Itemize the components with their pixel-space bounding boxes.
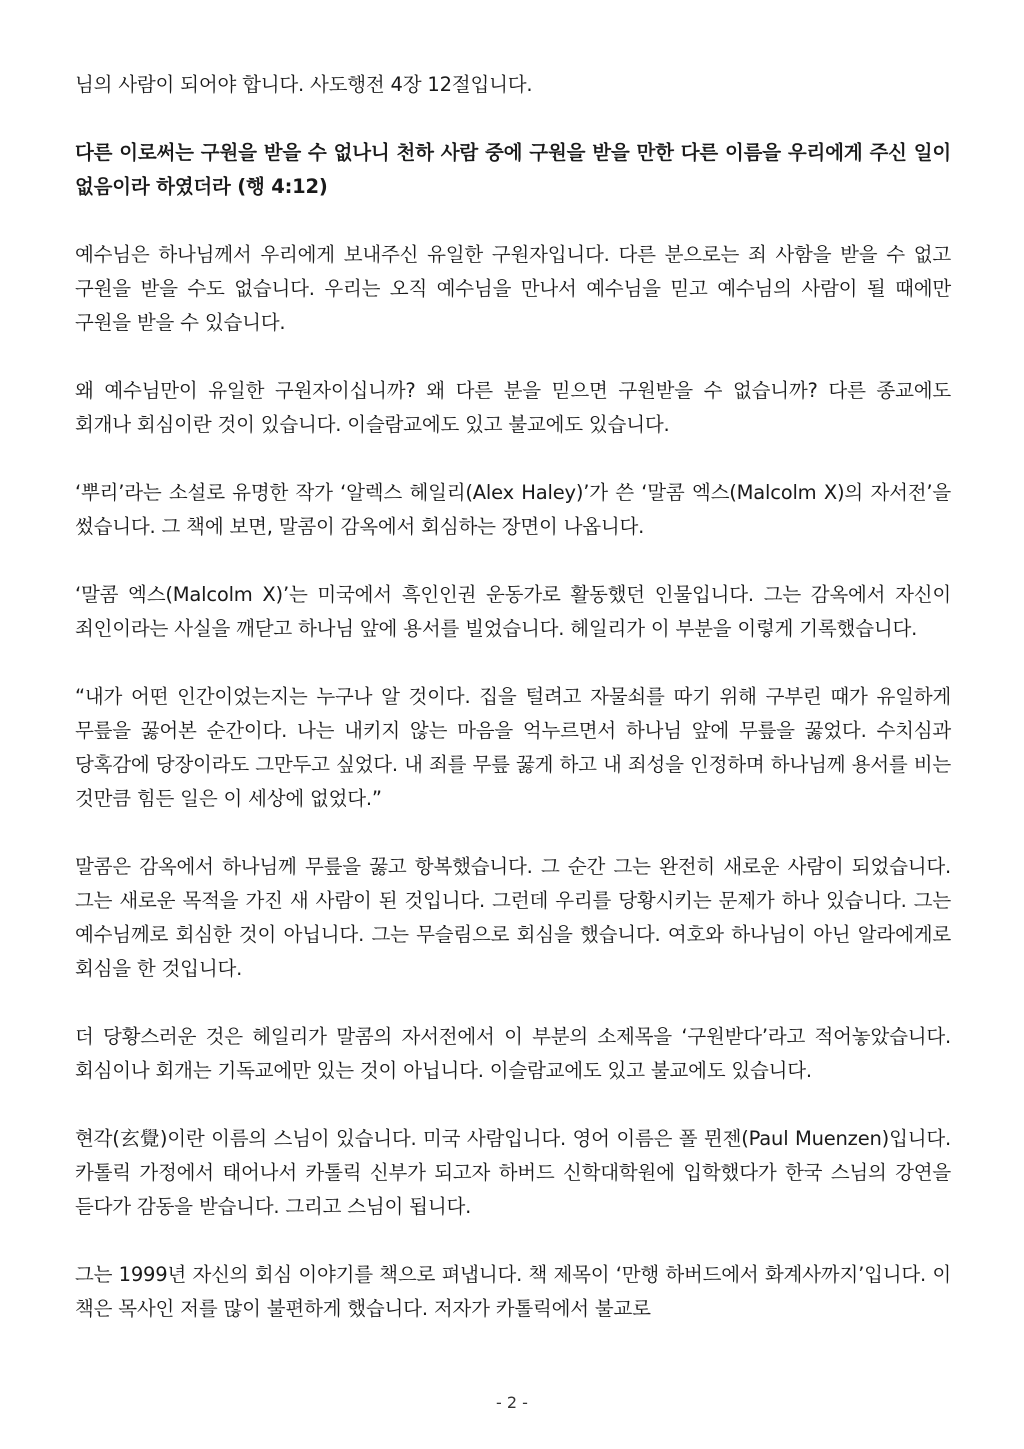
paragraph-5: ‘뿌리’라는 소설로 유명한 작가 ‘알렉스 헤일리(Alex Haley)’가 쓴 ‘말콤 엑스(Malcolm X)의 자서전’을 썼습니다. 그 책에 보면, 말콤이 감옥에서 회심하는 장면이 나옵니다.	[75, 481, 951, 538]
paragraph-8: 말콤은 감옥에서 하나님께 무릎을 꿇고 항복했습니다. 그 순간 그는 완전히 새로운 사람이 되었습니다. 그는 새로운 목적을 가진 새 사람이 된 것입니다. 그런데 우리를 당황시키는 문제가 하나 있습니다. 그는 예수님께로 회심한 것이 아닙니다. 그는 무슬림으로 회심을 했습니다. 여호와 하나님이 아닌 알라에게로 회심을 한 것입니다.	[75, 855, 952, 980]
page-number: - 2 -	[496, 1393, 528, 1412]
paragraph-10: 현각(玄覺)이란 이름의 스님이 있습니다. 미국 사람입니다. 영어 이름은 폴 뮌젠(Paul Muenzen)입니다. 카톨릭 가정에서 태어나서 카톨릭 신부가 되고자 하버드 신학대학원에 입학했다가 한국 스님의 강연을 듣다가 감동을 받습니다. 그리고 스님이 됩니다.	[75, 1127, 951, 1218]
paragraph-4: 왜 예수님만이 유일한 구원자이십니까? 왜 다른 분을 믿으면 구원받을 수 없습니까? 다른 종교에도 회개나 회심이란 것이 있습니다. 이슬람교에도 있고 불교에도 있습니다.	[75, 379, 951, 436]
scripture-quote: 다른 이로써는 구원을 받을 수 없나니 천하 사람 중에 구원을 받을 만한 다른 이름을 우리에게 주신 일이 없음이라 하였더라 (행 4:12)	[75, 141, 951, 198]
paragraph-6: ‘말콤 엑스(Malcolm X)’는 미국에서 흑인인권 운동가로 활동했던 인물입니다. 그는 감옥에서 자신이 죄인이라는 사실을 깨닫고 하나님 앞에 용서를 빌었습니다. 헤일리가 이 부분을 이렇게 기록했습니다.	[75, 583, 951, 640]
paragraph-1: 님의 사람이 되어야 합니다. 사도행전 4장 12절입니다.	[75, 73, 533, 96]
paragraph-9: 더 당황스러운 것은 헤일리가 말콤의 자서전에서 이 부분의 소제목을 ‘구원받다’라고 적어놓았습니다. 회심이나 회개는 기독교에만 있는 것이 아닙니다. 이슬람교에도 있고 불교에도 있습니다.	[75, 1025, 951, 1082]
malcolm-quote: “내가 어떤 인간이었는지는 누구나 알 것이다. 집을 털려고 자물쇠를 따기 위해 구부린 때가 유일하게 무릎을 꿇어본 순간이다. 나는 내키지 않는 마음을 억누르면서 하나님 앞에 무릎을 꿇었다. 수치심과 당혹감에 당장이라도 그만두고 싶었다. 내 죄를 무릎 꿇게 하고 내 죄성을 인정하며 하나님께 용서를 비는 것만큼 힘든 일은 이 세상에 없었다.”	[75, 685, 951, 810]
paragraph-3: 예수님은 하나님께서 우리에게 보내주신 유일한 구원자입니다. 다른 분으로는 죄 사함을 받을 수 없고 구원을 받을 수도 없습니다. 우리는 오직 예수님을 만나서 예수님을 믿고 예수님의 사람이 될 때에만 구원을 받을 수 있습니다.	[75, 243, 951, 334]
paragraph-11: 그는 1999년 자신의 회심 이야기를 책으로 펴냅니다. 책 제목이 ‘만행 하버드에서 화계사까지’입니다. 이 책은 목사인 저를 많이 불편하게 했습니다. 저자가 카톨릭에서 불교로	[75, 1263, 951, 1320]
document-body	[75, 68, 951, 1360]
